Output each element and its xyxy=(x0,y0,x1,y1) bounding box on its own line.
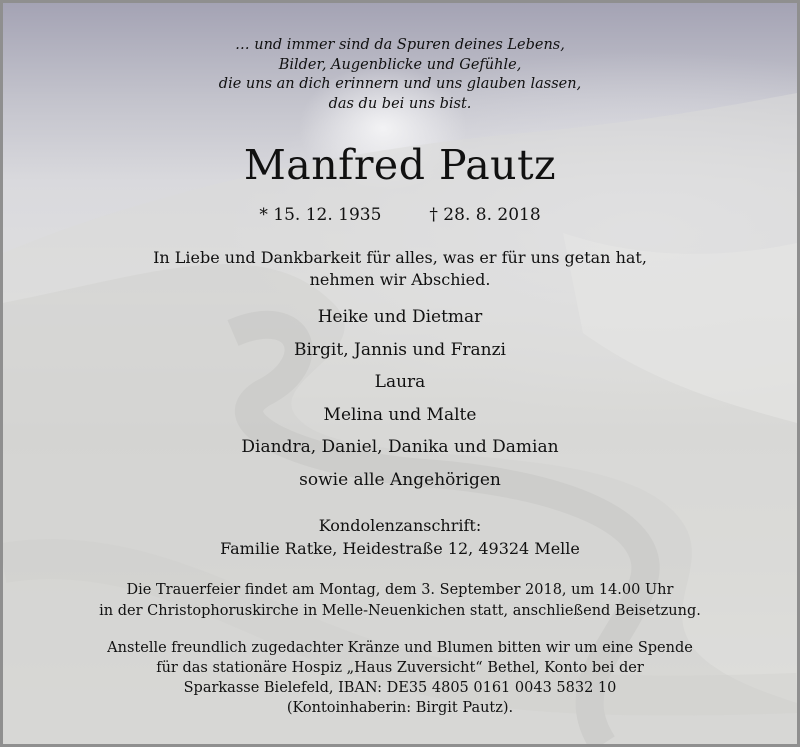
deceased-name: Manfred Pautz xyxy=(243,141,557,189)
condolence-label: Kondolenzanschrift: xyxy=(318,516,482,535)
birth-date: * 15. 12. 1935 xyxy=(259,205,382,225)
donation-line: Sparkasse Bielefeld, IBAN: DE35 4805 0161 0043 5832 10 xyxy=(183,680,617,696)
funeral-notice xyxy=(3,580,797,621)
mourner-entry: Laura xyxy=(374,372,426,392)
obituary-card xyxy=(3,3,797,744)
mourner-entry: sowie alle Angehörigen xyxy=(299,469,501,490)
death-date: † 28. 8. 2018 xyxy=(429,205,541,225)
poem-line: Bilder, Augenblicke und Gefühle, xyxy=(278,56,522,73)
farewell-line: nehmen wir Abschied. xyxy=(309,270,491,289)
poem-line: die uns an dich erinnern und uns glauben lassen, xyxy=(218,76,582,92)
donation-line: Anstelle freundlich zugedachter Kränze und Blumen bitten wir um eine Spende xyxy=(107,640,693,656)
donation-notice xyxy=(3,638,797,718)
donation-line: für das stationäre Hospiz „Haus Zuversicht“ Bethel, Konto bei der xyxy=(156,660,644,676)
farewell-text xyxy=(3,247,797,291)
donation-line: (Kontoinhaberin: Birgit Pautz). xyxy=(286,700,514,716)
funeral-line: Die Trauerfeier findet am Montag, dem 3. September 2018, um 14.00 Uhr xyxy=(126,582,674,598)
life-dates xyxy=(3,204,797,226)
mourner-entry: Diandra, Daniel, Danika und Damian xyxy=(241,437,559,457)
farewell-line: In Liebe und Dankbarkeit für alles, was er für uns getan hat, xyxy=(153,248,647,267)
mourner-entry: Heike und Dietmar xyxy=(317,307,483,327)
mourners-list xyxy=(3,301,797,496)
poem-block xyxy=(3,36,797,114)
poem-line: das du bei uns bist. xyxy=(328,95,472,112)
funeral-line: in der Christophoruskirche in Melle-Neuenkichen statt, anschließend Beisetzung. xyxy=(99,602,701,619)
mourner-entry: Melina und Malte xyxy=(323,404,477,425)
condolence-address xyxy=(3,514,797,560)
condolence-address-line: Familie Ratke, Heidestraße 12, 49324 Melle xyxy=(220,539,580,558)
poem-line: … und immer sind da Spuren deines Lebens, xyxy=(235,37,565,53)
mourner-entry: Birgit, Jannis und Franzi xyxy=(293,339,506,360)
